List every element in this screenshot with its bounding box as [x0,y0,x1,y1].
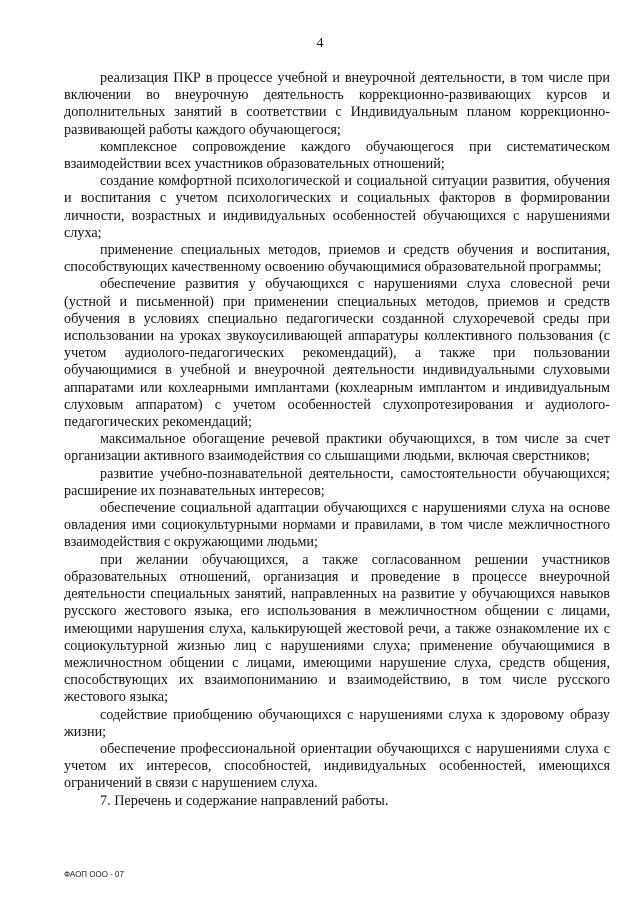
document-footer: ФАОП ООО - 07 [64,870,124,879]
document-body [64,70,610,810]
paragraph-7: развитие учебно-познавательной деятельности, самостоятельности обучающихся; расширение их познавательных интересов; [64,465,610,499]
paragraph-5: обеспечение развития у обучающихся с нарушениями слуха словесной речи (устной и письменной) при применении специальных методов, приемов и средств обучения в условиях специально педагогически созданной слухоречевой среды при использовании на уроках звукоусиливающей аппаратуры коллективного пользования (с учетом аудиолого-педагогических рекомендаций), а также при пользовании обучающимися в учебной и внеурочной деятельности индивидуальными слуховыми аппаратами или кохлеарными имплантами (кохлеарным имплантом и индивидуальным слуховым аппаратом) с учетом особенностей слухопротезирования и аудиолого-педагогических рекомендаций; [64,276,610,431]
paragraph-2: комплексное сопровождение каждого обучающегося при систематическом взаимодействии всех участников образовательных отношений; [64,138,610,173]
page-number: 4 [316,36,324,51]
paragraph-8: обеспечение социальной адаптации обучающихся с нарушениями слуха на основе овладения ими социокультурными нормами и правилами, в том числе межличностного взаимодействия с окружающими людьми; [64,500,610,551]
paragraph-6: максимальное обогащение речевой практики обучающихся, в том числе за счет организации активного взаимодействия со слышащими людьми, включая сверстников; [64,431,610,465]
paragraph-9: при желании обучающихся, а также согласованном решении участников образовательных отношений, организация и проведение в процессе внеурочной деятельности специальных занятий, направленных на развитие у обучающихся навыков русского жестового языка, его использования в межличностном общении с лицами, имеющими нарушения слуха, калькирующей жестовой речи, а также ознакомление их с социокультурной жизнью лиц с нарушениями слуха; применение обучающимися в межличностном общении с лицами, имеющими нарушение слуха, средств общения, способствующих их взаимопониманию и взаимодействию, в том числе русского жестового языка; [64,551,610,706]
paragraph-1: реализация ПКР в процессе учебной и внеурочной деятельности, в том числе при включении во внеурочную деятельность коррекционно-развивающих курсов и дополнительных занятий в соответствии с Индивидуальным планом коррекционно-развивающей работы каждого обучающегося; [64,70,610,138]
section-heading: 7. Перечень и содержание направлений работы. [100,792,389,809]
paragraph-11: обеспечение профессиональной ориентации обучающихся с нарушениями слуха с учетом их интересов, способностей, индивидуальных особенностей, имеющихся ограничений в связи с нарушением слуха. [64,740,610,792]
paragraph-3: создание комфортной психологической и социальной ситуации развития, обучения и воспитания с учетом психологических и социальных факторов в формировании личности, возрастных и индивидуальных особенностей обучающихся с нарушениями слуха; [64,173,610,241]
paragraph-4: применение специальных методов, приемов и средств обучения и воспитания, способствующих качественному освоению обучающимися образовательной программы; [64,242,610,276]
paragraph-10: содействие приобщению обучающихся с нарушениями слуха к здоровому образу жизни; [64,706,610,740]
